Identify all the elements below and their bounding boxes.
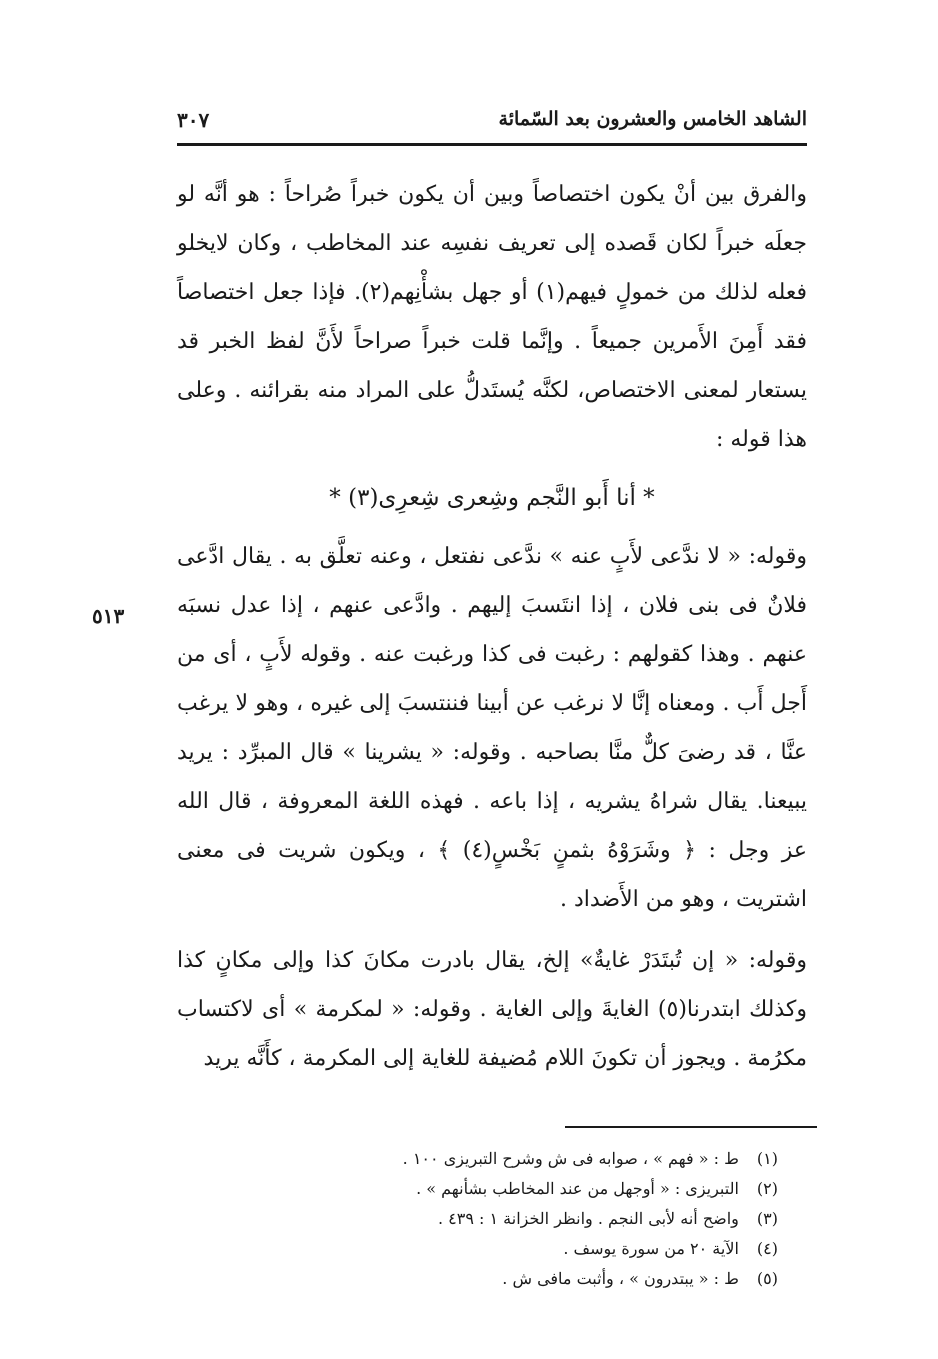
footnote-3 [218, 1204, 778, 1234]
footnote-rule [565, 1126, 817, 1128]
footnote-5 [218, 1264, 778, 1294]
page-number: ٣٠٧ [177, 108, 210, 132]
verse-line: * أنا أَبو النَّجم وشِعرى شِعرِى(٣) * [329, 485, 655, 511]
footnote-number: (١) [756, 1149, 778, 1168]
footnote-text: ط : « فهم » ، صوابه فى ش وشرح التبريزى ١٠٠ . [402, 1149, 739, 1168]
footnote-1 [218, 1144, 778, 1174]
paragraph-2: وقوله: « لا ندَّعى لأَبٍ عنه » ندَّعى نفتعل ، وعنه تعلَّق به . يقال ادَّعى فلانٌ فى بنى فلان ، إذا انتَسبَ إليهم . وادَّعى عنهم ، إذا عدل نسبَه عنهم . وهذا كقولهم : رغبت فى كذا ورغبت عنه . وقوله لأَبٍ ، أى من أَجل أَب . ومعناه إنَّا لا نرغب عن أبينا فننتسبَ إلى غيره ، وهو لا يرغب عنَّا ، قد رضىَ كلٌّ منَّا بصاحبه . وقوله: « يشرينا » قال المبرِّد : يريد يبيعنا. يقال شراهُ يشريه ، إذا باعه . فهذه اللغة المعروفة ، قال الله عز وجل : ﴿ وشَرَوْهُ بثمنٍ بَخْسٍ(٤) ﴾ ، ويكون شريت فى معنى اشتريت ، وهو من الأَضداد . [177, 544, 807, 912]
paragraph-1: والفرق بين أنْ يكون اختصاصاً وبين أن يكون خبراً صُراحاً : هو أنَّه لو جعلَه خبراً لكان قَصده إلى تعريف نفسِه عند المخاطب ، وكان لايخلو فعله لذلك من خمولٍ فيهم(١) أو جهل بشأْنِهم(٢). فإذا جعل اختصاصاً فقد أَمِنَ الأَمرين جميعاً . وإنَّما قلت خبراً صراحاً لأَنَّ لفظ الخبر قد يستعار لمعنى الاختصاص، لكنَّه يُستَدلُّ على المراد منه بقرائنه . وعلى هذا قوله : [177, 182, 807, 452]
footnotes [218, 1144, 778, 1294]
footnote-text: واضح أنه لأبى النجم . وانظر الخزانة ١ : ٤٣٩ . [437, 1209, 739, 1228]
footnote-4 [218, 1234, 778, 1264]
body-text [177, 170, 807, 1083]
footnote-text: الآية ٢٠ من سورة يوسف . [563, 1239, 739, 1258]
header-rule [177, 143, 807, 146]
footnote-number: (٥) [756, 1269, 778, 1288]
footnote-2 [218, 1174, 778, 1204]
footnote-number: (٤) [756, 1239, 778, 1258]
running-title: الشاهد الخامس والعشرون بعد السّمائة [498, 108, 807, 130]
page-header [177, 102, 807, 138]
paragraph-3: وقوله: « إن تُبتَدَرْ غايةٌ» إلخ، يقال بادرت مكانَ كذا وإلى مكانٍ كذا وكذلك ابتدرنا(٥) الغايةَ وإلى الغاية . وقوله: « لمكرمة » أى لاكتساب مكرُمة . ويجوز أن تكونَ اللام مُضيفة للغاية إلى المكرمة ، كأَنَّه يريد [177, 948, 807, 1071]
footnote-text: ط : « يبتدرون » ، وأثبت مافى ش . [502, 1269, 739, 1288]
footnote-text: التبريزى : « أوجهل من عند المخاطب بشأنهم » . [416, 1179, 739, 1198]
margin-page-number: ٥١٣ [92, 604, 125, 628]
footnote-number: (٢) [756, 1179, 778, 1198]
footnote-number: (٣) [756, 1209, 778, 1228]
paragraph-gap [177, 924, 807, 936]
